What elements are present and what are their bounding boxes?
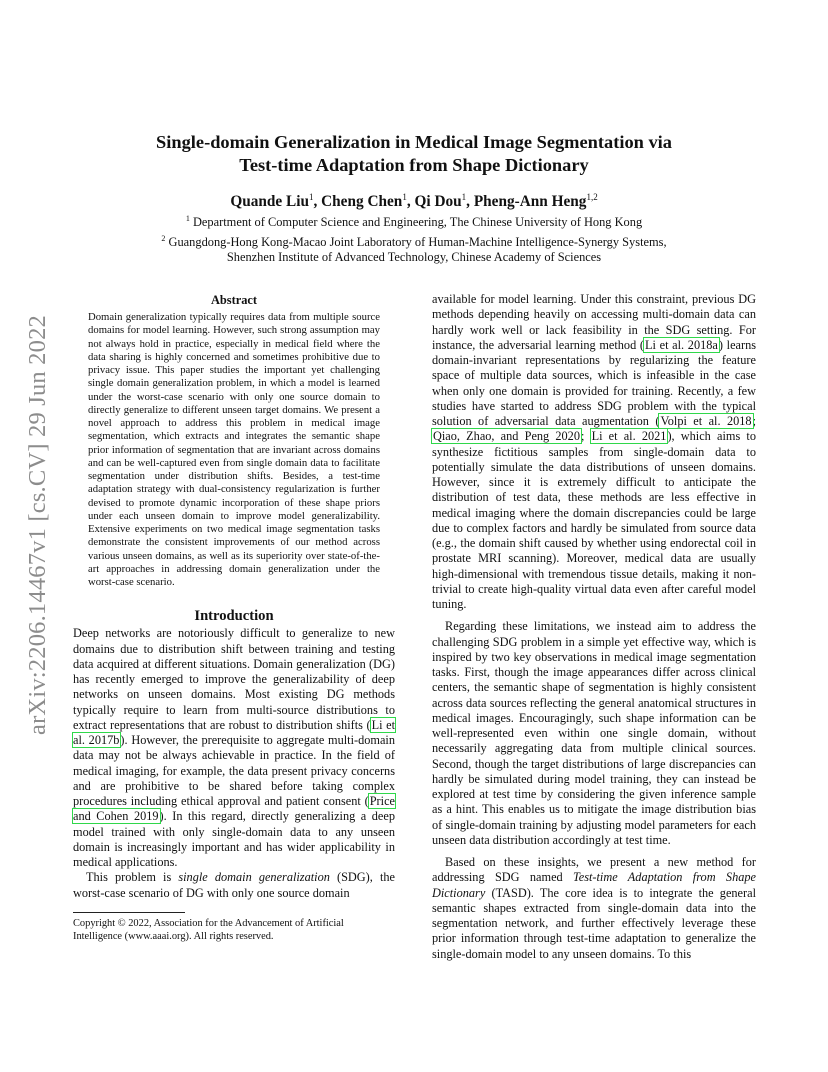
- affiliation-text: Guangdong-Hong Kong-Macao Joint Laboratory of Human-Machine Intelligence-Synergy Systems,: [168, 234, 667, 249]
- affiliation-number: 2: [161, 233, 166, 243]
- arxiv-id-text: arXiv:2206.14467v1 [cs.CV] 29 Jun 2022: [24, 315, 51, 735]
- text-run: Deep networks are notoriously difficult to generalize to new domains due to distribution shift between training and testing data acquired at different situations. Domain generalization (DG) has recently emerged to improve the generalizability of deep networks on unseen domains. Most existing DG methods typically require to learn from multi-source distributions to extract representations that are robust to distribution shifts (: [73, 626, 395, 732]
- left-column: [73, 292, 395, 943]
- abstract-heading: Abstract: [210, 293, 258, 307]
- intro-paragraph-2: [73, 870, 395, 901]
- text-run: ) learns domain-invariant representations by regularizing the feature space of multiple data sources, which is infeasible in the case when only one domain is provided for training. Recently, a few studies have started to address SDG problem with the typical solution of adversarial data augmentation (: [432, 337, 757, 428]
- text-run: ;: [752, 414, 756, 428]
- right-paragraph-2: Regarding these limitations, we instead aim to address the challenging SDG problem in a simple yet effective way, which is inspired by two key observations in medical image segmentation tasks. First, though the image appearances differ across clinical centers, the semantic shape of segmentation is highly consistent across data sources reflecting the general anatomical structures in medical images. Encouragingly, such shape information can be well-represented even within one single domain, without necessarily aggregating data from multiple clinical sources. Second, though the target distributions of large discrepancies can hardly be simulated during model training, they can instead be explored at test time by considering the given inference sample as a hint. This enables us to mitigate the image distribution bias of single-domain training by adjusting model parameters for each unseen data distribution accordingly at test time.: [432, 619, 756, 847]
- right-column: [432, 292, 756, 962]
- text-run: ), which aims to synthesize fictitious samples from single-domain data to potentially simulate the data distributions of unseen domains. However, since it is extremely difficult to anticipate the distribution of test data, these methods are less effective in medical imaging where the domain discrepancies could be large due to complex factors and hardly be simulated from source data (e.g., the domain shift caused by whether using endorectal coil in prostate MRI scanning). Moreover, medical data are usually high-dimensional with tremendous tissue details, making it non-trivial to create high-quality virtual data even after careful model tuning.: [432, 429, 756, 611]
- text-run: This problem is: [86, 870, 179, 885]
- affiliation-line: [90, 231, 738, 251]
- author-name: Cheng Chen: [321, 193, 403, 210]
- arxiv-identifier-stamp: [18, 290, 58, 760]
- abstract-body: Domain generalization typically requires data from multiple source domains for model learning. However, such strong assumption may not always hold in practice, especially in medical field where the data sharing is highly concerned and sometimes prohibitive due to privacy issue. This paper studies the important yet challenging single domain generalization problem, in which a model is learned under the worst-case scenario with only one source domain to directly generalize to different unseen target domains. We present a novel approach to address this problem in medical image segmentation, which extracts and integrates the semantic shape prior information of segmentation that are invariant across domains and can be well-captured even from single domain data to facilitate segmentation under distribution shifts. Besides, a test-time adaptation strategy with dual-consistency regularization is further devised to promote dynamic incorporation of these shape priors under each unseen domain to improve model generalizability. Extensive experiments on two medical image segmentation tasks demonstrate the consistent improvements of our method across various unseen domains, as well as its superiority over state-of-the-art approaches in addressing domain generalization under the worst-case scenario.: [88, 311, 380, 588]
- author-affiliation-mark: 1,2: [586, 192, 598, 202]
- citation-link[interactable]: Volpi et al. 2018: [660, 414, 752, 428]
- citation-link[interactable]: Li et al. 2018a: [645, 337, 718, 352]
- author-affiliation-mark: 1: [308, 192, 314, 202]
- text-run: (TASD). The core idea is to integrate the general semantic shapes extracted from single-domain data into the segmentation network, and further effectively leverage these prior information through test-time adaptation to generalize the single-domain model to any unseen domains. To this: [432, 885, 756, 961]
- title-line-2: Test-time Adaptation from Shape Dictionary: [239, 155, 589, 175]
- affiliation-line: [90, 250, 738, 266]
- text-run: ). However, the prerequisite to aggregate multi-domain data may not be always achievable in practice. In the field of medical imaging, for example, the data present privacy concerns and are prohibitive to be shared before taking complex procedures including ethical approval and patient consent (: [73, 733, 395, 808]
- author-name: Quande Liu: [230, 193, 309, 210]
- text-run: ). In this regard, directly generalizing a deep model trained with only single-domain data to any unseen domain is increasingly important and has wider applicability in medical applications.: [73, 809, 395, 869]
- affiliation-number: 1: [185, 214, 190, 223]
- author-list: Quande Liu$^1$, Cheng Chen$^1$, Qi Dou$^1$, Pheng-Ann Heng$^{1,2}$: [230, 192, 598, 210]
- right-paragraph-1: [432, 292, 756, 612]
- affiliation-text: Department of Computer Science and Engineering, The Chinese University of Hong Kong: [192, 215, 643, 229]
- text-run: ;: [580, 429, 591, 444]
- footnote-divider: [73, 912, 185, 913]
- text-run: Based on these insights, we present a new method for addressing SDG named: [432, 855, 756, 885]
- emphasis-term: single domain generalization: [178, 870, 330, 885]
- text-run: (SDG), the worst-case scenario of DG with only one source domain: [73, 870, 395, 900]
- author-affiliation-mark: 1: [461, 192, 467, 202]
- author-affiliation-mark: 1: [402, 192, 407, 202]
- affiliation-line: [90, 211, 738, 231]
- affiliation-text: Shenzhen Institute of Advanced Technology, Chinese Academy of Sciences: [226, 250, 602, 265]
- title-line-1: Single-domain Generalization in Medical Image Segmentation via: [156, 132, 672, 152]
- paper-title: [90, 131, 738, 177]
- text-run: available for model learning. Under this constraint, previous DG methods depending heavily on accessing multi-domain data can hardly work well or lack feasibility in the SDG setting. For instance, the adversarial learning method (: [432, 292, 756, 352]
- introduction-heading: Introduction: [194, 608, 274, 625]
- author-name: Pheng-Ann Heng: [473, 193, 587, 210]
- citation-link[interactable]: Li et al. 2021: [591, 429, 667, 444]
- emphasis-term: Test-time Adaptation from Shape Dictionary: [432, 870, 756, 900]
- right-paragraph-3: [432, 855, 756, 962]
- author-name: Qi Dou: [414, 193, 462, 210]
- citation-link[interactable]: Qiao, Zhao, and Peng 2020: [433, 429, 580, 444]
- copyright-footnote: Copyright © 2022, Association for the Advancement of Artificial Intelligence (www.aaai.org). All rights reserved.: [73, 917, 344, 942]
- affiliations: [90, 211, 738, 266]
- intro-paragraph-1: [73, 626, 395, 870]
- citation-link[interactable]: Price and Cohen 2019: [73, 794, 395, 824]
- citation-link[interactable]: Li et al. 2017b: [73, 717, 395, 747]
